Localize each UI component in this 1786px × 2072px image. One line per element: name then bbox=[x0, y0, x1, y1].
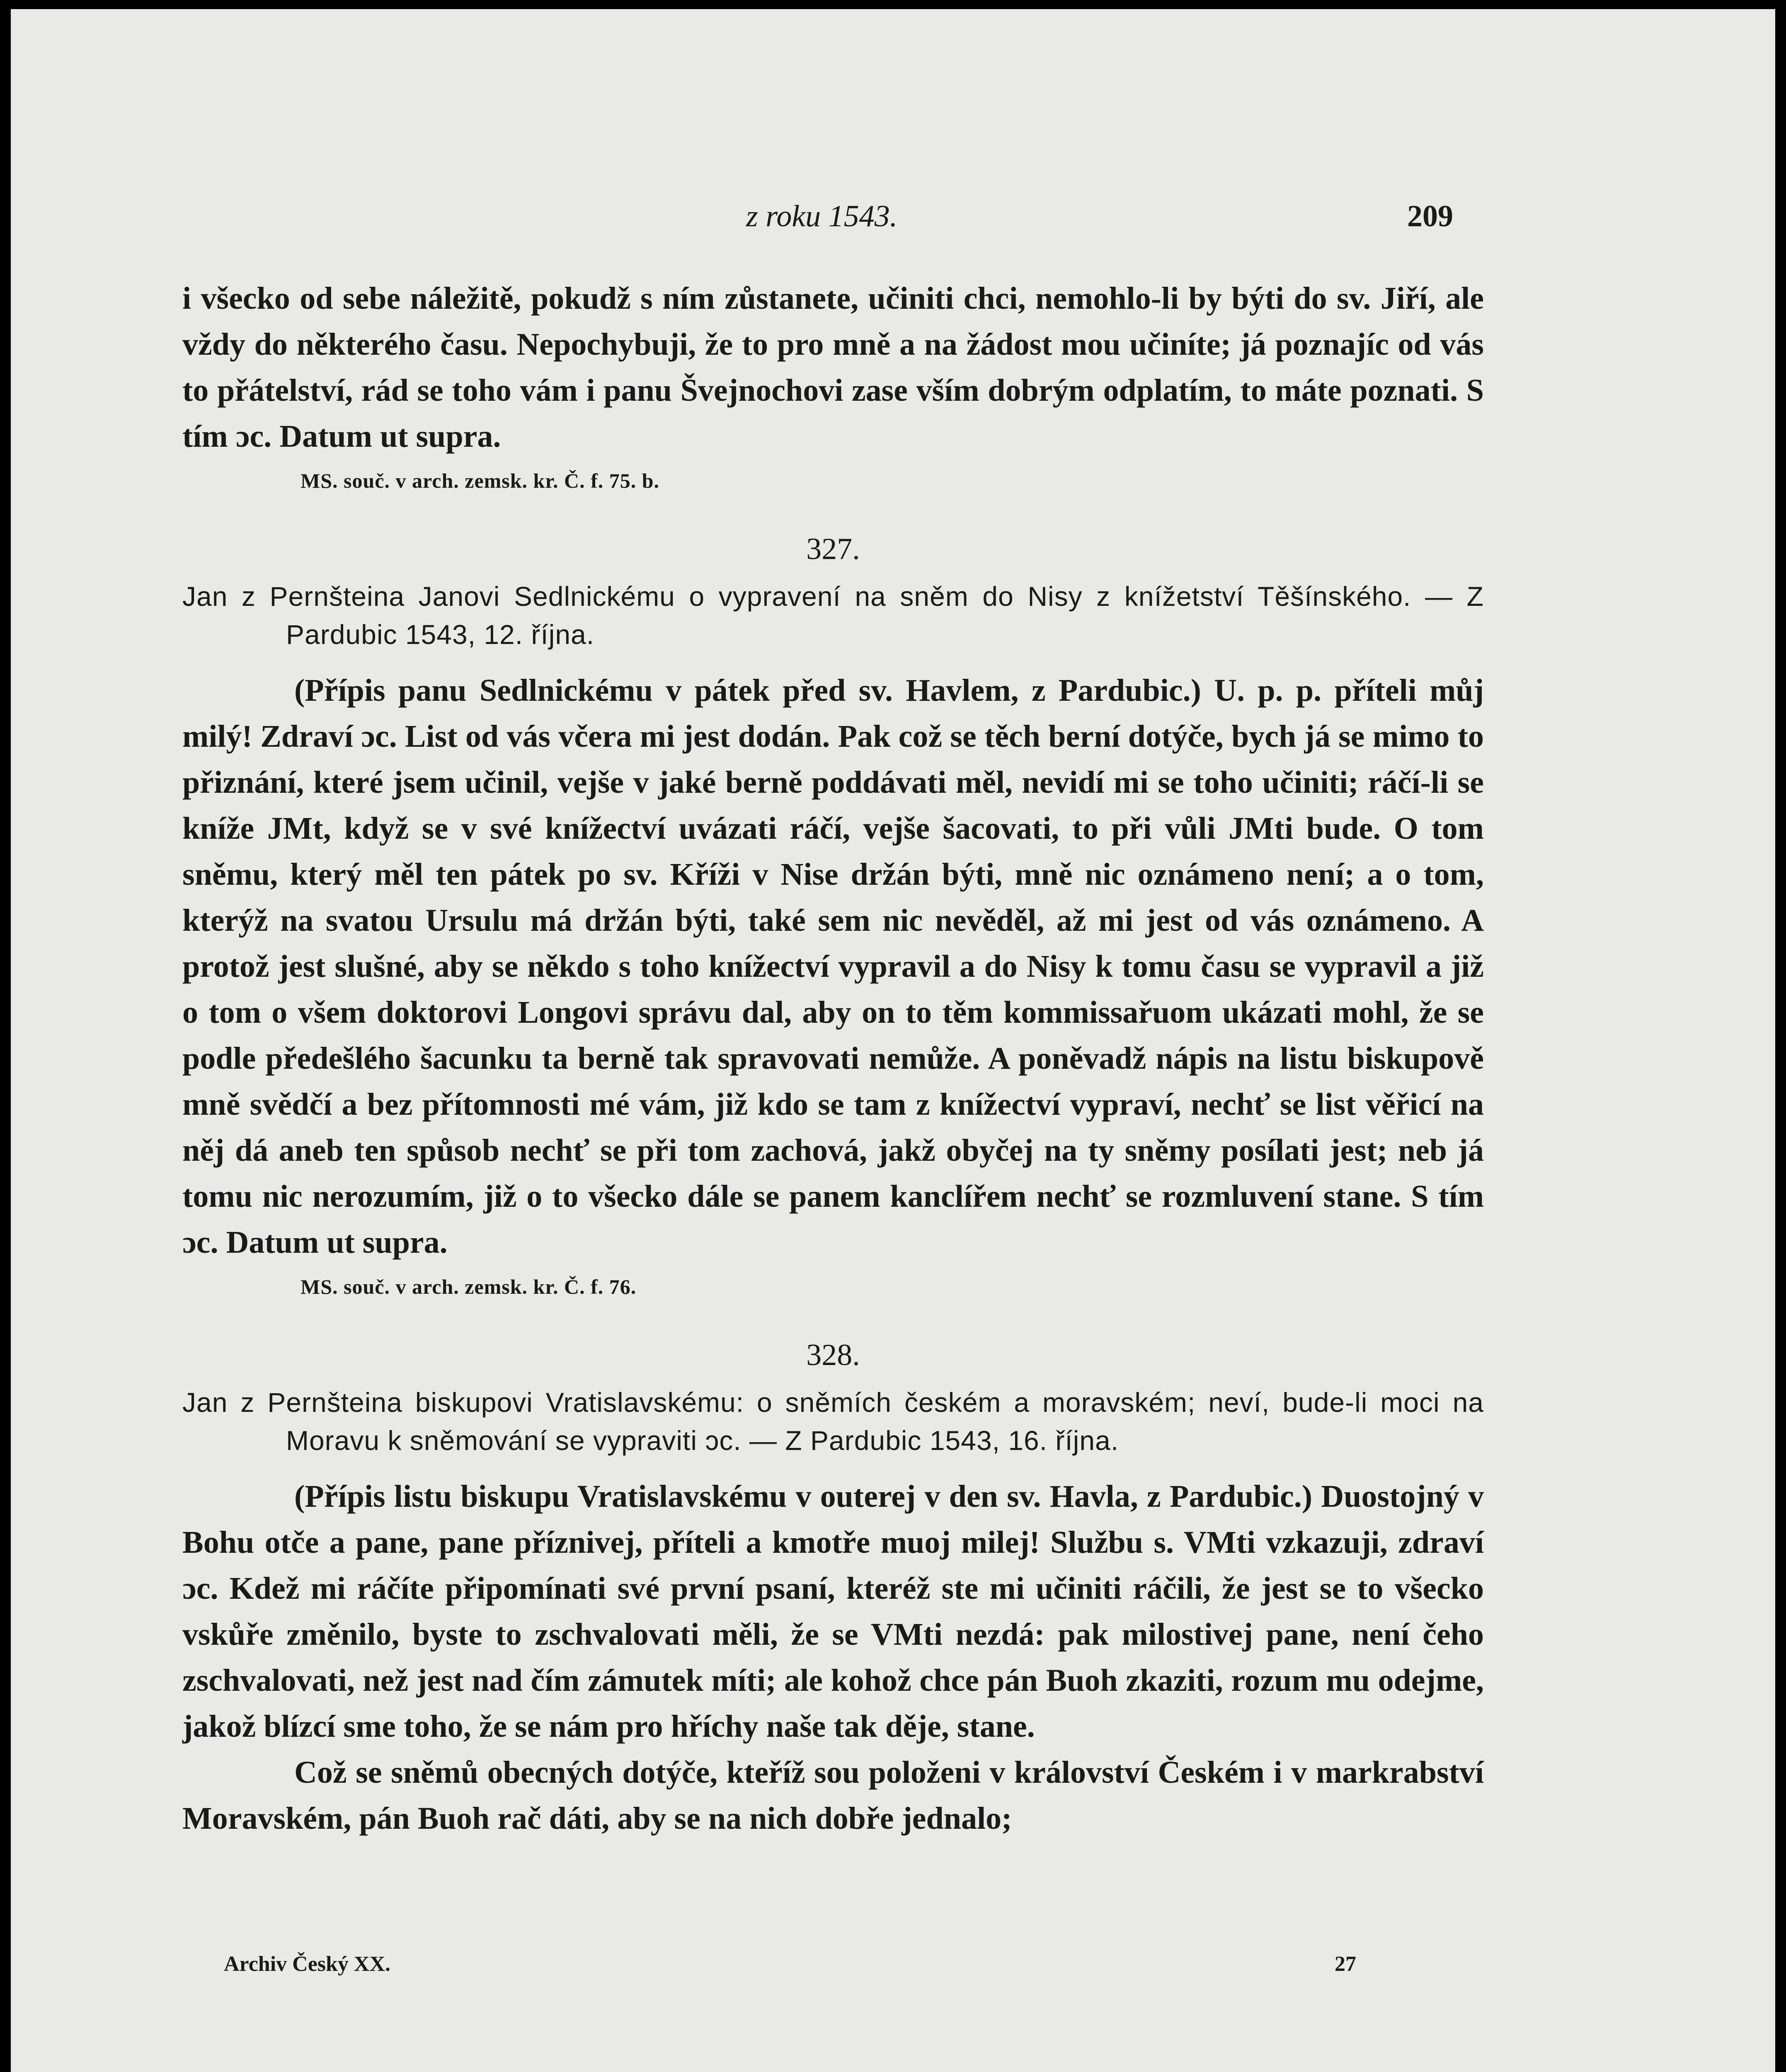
scan-border-top bbox=[0, 0, 1786, 9]
volume-signature: Archiv Český XX. bbox=[224, 1952, 391, 1976]
document-327-regest: Jan z Pernšteina Janovi Sedlnickému o vypravení na sněm do Nisy z knížetství Těšínského. — Z Pardubic 1543, 12. října. bbox=[182, 581, 1484, 650]
page-header bbox=[0, 199, 1786, 244]
document-327-text: (Přípis panu Sedlnickému v pátek před sv. Havlem, z Pardubic.) U. p. p. příteli můj milý! Zdraví ɔc. List od vás včera mi jest dodán. Pak což se těch berní dotýče, bych já se mimo to přiznání, které jsem učinil, vejše v jaké berně poddávati měl, nevidí mi se toho učiniti; ráčí-li se kníže JMt, když se v své knížectví uvázati ráčí, vejše šacovati, to při vůli JMti bude. O tom sněmu, který měl ten pátek po sv. Kříži v Nise držán býti, mně nic oznámeno není; a o tom, kterýž na svatou Ursulu má držán býti, také sem nic nevěděl, až mi jest od vás oznámeno. A protož jest slušné, aby se někdo s toho knížectví vypravil a do Nisy k tomu času se vypravil a již o tom o všem doktorovi Longovi správu dal, aby on to těm kommissařuom ukázati mohl, že se podle předešlého šacunku ta berně tak spravovati nemůže. A poněvadž nápis na listu biskupově mně svědčí a bez přítomnosti mé vám, již kdo se tam z knížectví vypraví, nechť se list věřicí na něj dá aneb ten spůsob nechť se při tom zachová, jakž obyčej na ty sněmy posílati jest; neb já tomu nic nerozumím, již o to všecko dále se panem kanclířem nechť se rozmluvení stane. S tím ɔc. Datum ut supra. bbox=[182, 673, 1484, 1260]
document-number-328: 328. bbox=[806, 1338, 860, 1372]
document-number-327: 327. bbox=[806, 532, 860, 566]
sheet-number: 27 bbox=[1335, 1952, 1356, 1976]
document-328-text: (Přípis listu biskupu Vratislavskému v outerej v den sv. Havla, z Pardubic.) Duostojný v Bohu otče a pane, pane příznivej, příteli a kmotře muoj milej! Službu s. VMti vzkazuji, zdraví ɔc. Kdež mi ráčíte připomínati své první psaní, kteréž ste mi učiniti ráčili, že jest se to všecko vskůře změnilo, byste to zschvalovati měli, že se VMti nezdá: pak milostivej pane, není čeho zschvalovati, než jest nad čím zámutek míti; ale kohož chce pán Buoh zkaziti, rozum mu odejme, jakož blízcí sme toho, že se nám pro hříchy naše tak děje, stane. bbox=[182, 1479, 1484, 1744]
document-327-source-note: MS. souč. v arch. zemsk. kr. Č. f. 76. bbox=[300, 1275, 637, 1298]
page-footer bbox=[0, 1952, 1786, 1985]
scan-border-right bbox=[1775, 0, 1786, 2072]
page-number: 209 bbox=[1407, 199, 1453, 233]
intro-source-note: MS. souč. v arch. zemsk. kr. Č. f. 75. b. bbox=[300, 469, 660, 492]
page-body bbox=[182, 276, 1484, 1842]
document-328-regest: Jan z Pernšteina biskupovi Vratislavskému: o sněmích českém a moravském; neví, bude-li moci na Moravu k sněmování se vypraviti ɔc. — Z Pardubic 1543, 16. října. bbox=[182, 1387, 1484, 1456]
running-title: z roku 1543. bbox=[746, 199, 898, 233]
scan-border-left bbox=[0, 0, 11, 2072]
intro-paragraph: i všecko od sebe náležitě, pokudž s ním zůstanete, učiniti chci, nemohlo-li by býti do sv. Jiří, ale vždy do některého času. Nepochybuji, že to pro mně a na žádost mou učiníte; já poznajíc od vás to přátelství, rád se toho vám i panu Švejnochovi zase vším dobrým odplatím, to máte poznati. S tím ɔc. Datum ut supra. bbox=[182, 281, 1484, 454]
document-328-text-continued: Což se sněmů obecných dotýče, kteříž sou položeni v království Českém i v markrabství Moravském, pán Buoh rač dáti, aby se na nich dobře jednalo; bbox=[182, 1755, 1484, 1836]
